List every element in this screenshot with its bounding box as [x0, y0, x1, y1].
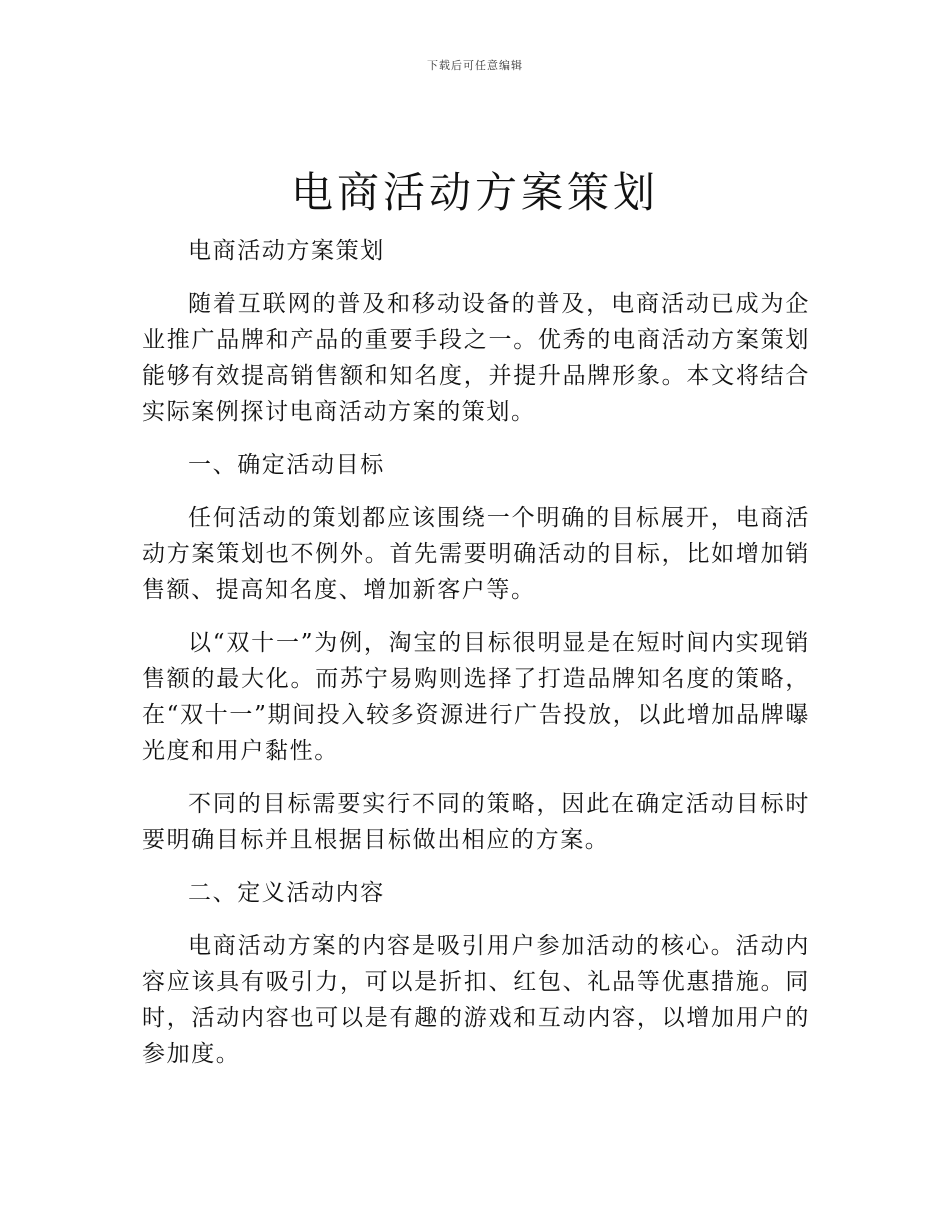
section-heading-goals: 一、确定活动目标	[188, 452, 385, 478]
section-heading-content: 二、定义活动内容	[188, 880, 385, 906]
intro-paragraph: 随着互联网的普及和移动设备的普及，电商活动已成为企业推广品牌和产品的重要手段之一。优秀的电商活动方案策划能够有效提高销售额和知名度，并提升品牌形象。本文将结合实际案例探讨电商活动方案的策划。	[142, 291, 810, 425]
body-paragraph: 不同的目标需要实行不同的策略，因此在确定活动目标时要明确目标并且根据目标做出相应的方案。	[142, 791, 810, 853]
body-paragraph: 任何活动的策划都应该围绕一个明确的目标展开，电商活动方案策划也不例外。首先需要明确活动的目标，比如增加销售额、提高知名度、增加新客户等。	[142, 505, 810, 603]
body-paragraph: 电商活动方案的内容是吸引用户参加活动的核心。活动内容应该具有吸引力，可以是折扣、红包、礼品等优惠措施。同时，活动内容也可以是有趣的游戏和互动内容，以增加用户的参加度。	[142, 933, 810, 1067]
header-note: 下载后可任意编辑	[427, 59, 523, 72]
document-title: 电商活动方案策划	[290, 168, 659, 217]
subtitle-paragraph: 电商活动方案策划	[188, 238, 385, 264]
body-paragraph: 以“双十一”为例，淘宝的目标很明显是在短时间内实现销售额的最大化。而苏宁易购则选择了打造品牌知名度的策略，在“双十一”期间投入较多资源进行广告投放，以此增加品牌曝光度和用户黏性。	[142, 630, 810, 764]
document-body	[142, 233, 810, 1089]
